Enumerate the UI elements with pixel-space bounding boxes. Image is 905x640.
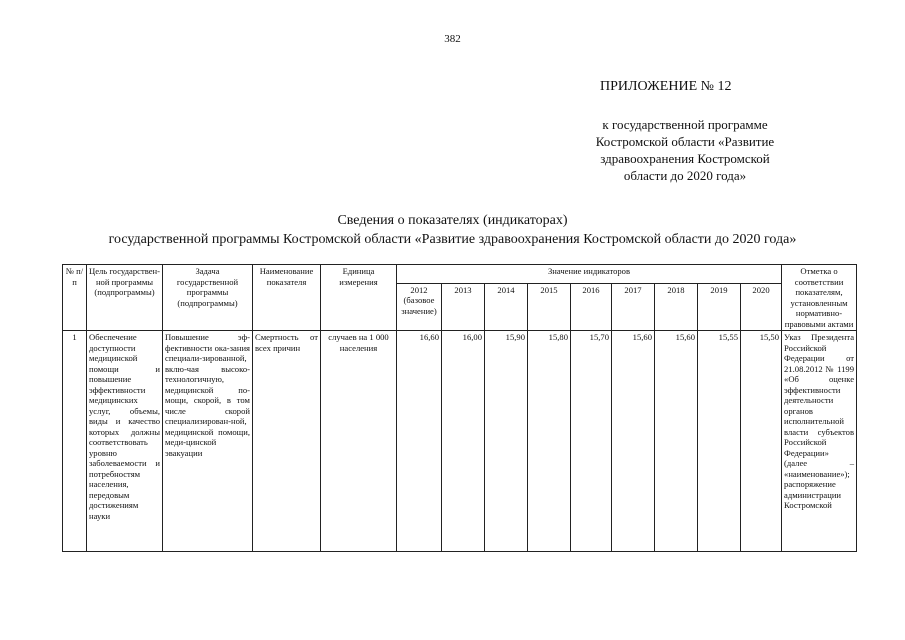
header-year: 2019 — [698, 283, 741, 330]
header-year: 2017 — [612, 283, 655, 330]
header-task: Задача государственной программы (подпрограммы) — [163, 265, 253, 331]
cell-value: 15,55 — [698, 331, 741, 552]
document-title-line-1: Сведения о показателях (индикаторах) — [337, 213, 568, 228]
cell-value: 15,60 — [612, 331, 655, 552]
page-number: 382 — [444, 33, 461, 45]
cell-value: 15,60 — [655, 331, 698, 552]
header-year: 2013 — [442, 283, 485, 330]
cell-value: 16,00 — [442, 331, 485, 552]
cell-value: 15,50 — [741, 331, 782, 552]
header-num: № п/п — [63, 265, 87, 331]
table-row — [63, 331, 857, 552]
cell-num: 1 — [63, 331, 87, 552]
cell-note: Указ Президента Российской Федерации от 21.08.2012 № 1199 «Об оценке эффективности деятельности органов исполнительной власти субъектов Российской Федерации» (далее – «наименование»); распоряжение администрации Костромской — [782, 331, 857, 552]
document-title-line-2: государственной программы Костромской области «Развитие здравоохранения Костромской области до 2020 года» — [108, 232, 797, 247]
header-year: 2018 — [655, 283, 698, 330]
indicators-table — [62, 264, 857, 552]
appendix-reference: к государственной программе Костромской области «Развитие здравоохранения Костромской области до 2020 года» — [595, 117, 775, 183]
cell-value: 16,60 — [397, 331, 442, 552]
header-indicator: Наименование показателя — [253, 265, 321, 331]
header-year: 2014 — [485, 283, 528, 330]
cell-value: 15,80 — [528, 331, 571, 552]
header-year: 2016 — [571, 283, 612, 330]
table-header-row — [63, 265, 857, 284]
header-goal: Цель государствен-ной программы (подпрограммы) — [87, 265, 163, 331]
appendix-title: ПРИЛОЖЕНИЕ № 12 — [600, 79, 732, 94]
cell-value: 15,70 — [571, 331, 612, 552]
cell-goal: Обеспечение доступности медицинской помощи и повышение эффективности медицинских услуг, объемы, виды и качество которых должны соответствовать уровню заболеваемости и потребностям населения, передовым достижениям науки — [87, 331, 163, 552]
cell-value: 15,90 — [485, 331, 528, 552]
header-values-group: Значение индикаторов — [397, 265, 782, 284]
document-title — [0, 211, 905, 249]
header-year: 2012 (базовое значение) — [397, 283, 442, 330]
header-year: 2020 — [741, 283, 782, 330]
cell-indicator: Смертность от всех причин — [253, 331, 321, 552]
cell-unit: случаев на 1 000 населения — [321, 331, 397, 552]
header-note: Отметка о соответствии показателям, установленным нормативно-правовыми актами — [782, 265, 857, 331]
header-year: 2015 — [528, 283, 571, 330]
header-unit: Единица измерения — [321, 265, 397, 331]
cell-task: Повышение эф-фективности ока-зания специали-зированной, вклю-чая высоко-технологичную, медицинской по-мощи, скорой, в том числе скорой специализирован-ной, медицинской помощи, меди-цинской эвакуации — [163, 331, 253, 552]
